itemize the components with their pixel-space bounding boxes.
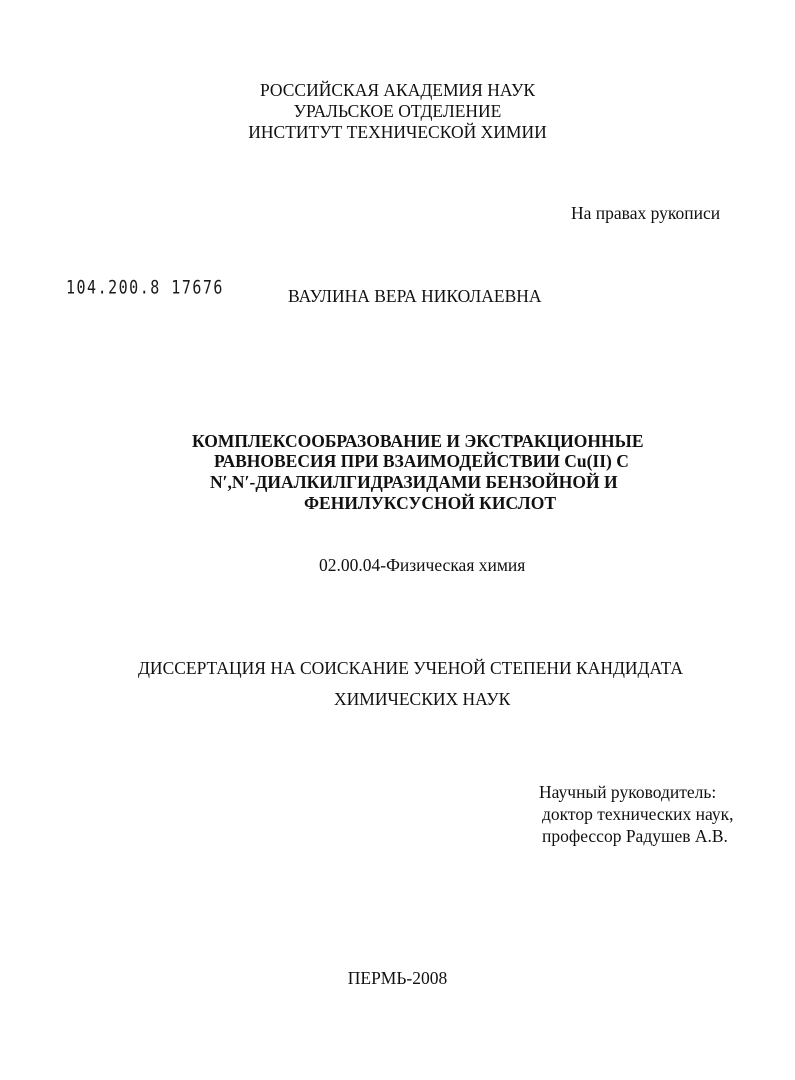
specialty-code: 02.00.04-Физическая химия <box>319 555 526 575</box>
title-line-3: N′,N′-ДИАЛКИЛГИДРАЗИДАМИ БЕНЗОЙНОЙ И <box>210 472 618 492</box>
title-line-4: ФЕНИЛУКСУСНОЙ КИСЛОТ <box>304 493 556 513</box>
city-year: ПЕРМЬ-2008 <box>347 968 448 988</box>
dissertation-line-2: ХИМИЧЕСКИХ НАУК <box>334 689 511 709</box>
registration-stamp: 104.200.8 17676 <box>66 276 224 299</box>
supervisor-label: Научный руководитель: <box>539 782 717 802</box>
title-line-1: КОМПЛЕКСООБРАЗОВАНИЕ И ЭКСТРАКЦИОННЫЕ <box>192 431 644 451</box>
branch-name: УРАЛЬСКОЕ ОТДЕЛЕНИЕ <box>293 101 502 121</box>
dissertation-line-1: ДИССЕРТАЦИЯ НА СОИСКАНИЕ УЧЕНОЙ СТЕПЕНИ КАНДИДАТА <box>138 658 684 678</box>
author-name: ВАУЛИНА ВЕРА НИКОЛАЕВНА <box>288 286 542 306</box>
supervisor-name: профессор Радушев А.В. <box>542 826 728 846</box>
supervisor-degree: доктор технических наук, <box>542 804 734 824</box>
institute-name: ИНСТИТУТ ТЕХНИЧЕСКОЙ ХИМИИ <box>248 122 547 142</box>
academy-name: РОССИЙСКАЯ АКАДЕМИЯ НАУК <box>259 80 536 100</box>
title-line-2: РАВНОВЕСИЯ ПРИ ВЗАИМОДЕЙСТВИИ Cu(II) С <box>214 451 629 471</box>
manuscript-note: На правах рукописи <box>571 203 721 223</box>
